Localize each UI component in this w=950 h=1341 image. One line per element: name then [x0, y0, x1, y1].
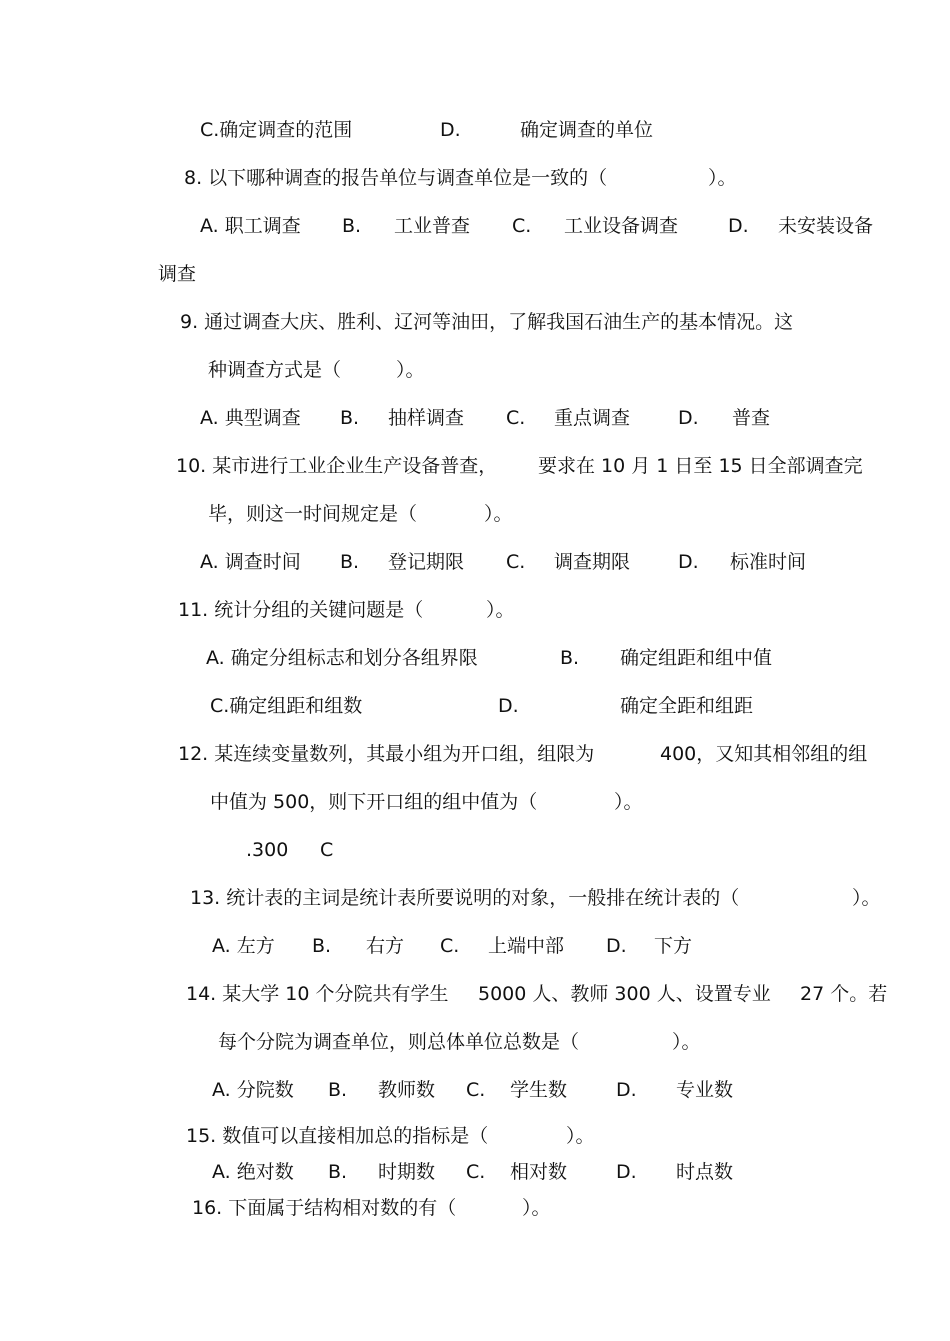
question-10-text-b: 要求在 10 月 1 日至 15 日全部调查完 — [538, 455, 863, 477]
option-c-marker: C. — [440, 935, 460, 957]
option-a: A. 职工调查 — [200, 215, 301, 237]
option-c-marker: C. — [466, 1161, 486, 1183]
option-fragment-value: .300 — [246, 839, 289, 861]
option-d: 时点数 — [676, 1161, 734, 1183]
option-a: A. 左方 — [212, 935, 275, 957]
option-d-marker: D. — [498, 695, 519, 717]
option-c-marker: C. — [506, 407, 526, 429]
option-d-marker: D. — [440, 119, 461, 141]
question-8-end: ）。 — [708, 167, 737, 189]
option-d-marker: D. — [728, 215, 749, 237]
option-d-marker: D. — [678, 551, 699, 573]
option-b: 时期数 — [378, 1161, 436, 1183]
option-b-marker: B. — [340, 551, 360, 573]
option-c: 工业设备调查 — [564, 215, 679, 237]
option-c: 学生数 — [510, 1079, 568, 1101]
question-9-end: ）。 — [396, 359, 425, 381]
question-12-end: ）。 — [614, 791, 643, 813]
question-14-text-cont: 每个分院为调查单位，则总体单位总数是（ — [218, 1031, 580, 1053]
option-d: 专业数 — [676, 1079, 734, 1101]
question-14-end: ）。 — [672, 1031, 701, 1053]
question-9-text-cont: 种调查方式是（ — [208, 359, 342, 381]
question-8-text: 8. 以下哪种调查的报告单位与调查单位是一致的（ — [184, 167, 608, 189]
question-13-text: 13. 统计表的主词是统计表所要说明的对象，一般排在统计表的（ — [190, 887, 740, 909]
option-c: 相对数 — [510, 1161, 568, 1183]
option-d: 标准时间 — [730, 551, 807, 573]
option-a: A. 调查时间 — [200, 551, 301, 573]
option-b: 工业普查 — [394, 215, 471, 237]
option-b-marker: B. — [340, 407, 360, 429]
option-b-marker: B. — [560, 647, 580, 669]
option-b: 登记期限 — [388, 551, 465, 573]
question-11-text: 11. 统计分组的关键问题是（ — [178, 599, 424, 621]
option-d-marker: D. — [616, 1161, 637, 1183]
option-b-marker: B. — [312, 935, 332, 957]
option-a: A. 绝对数 — [212, 1161, 294, 1183]
option-c: C.确定组距和组数 — [210, 695, 363, 717]
option-a: A. 分院数 — [212, 1079, 294, 1101]
option-c-marker: C. — [506, 551, 526, 573]
option-b: 确定组距和组中值 — [620, 647, 773, 669]
question-14-text-b: 5000 人、教师 300 人、设置专业 — [478, 983, 771, 1005]
option-fragment-marker: C — [320, 839, 334, 861]
question-14-text: 14. 某大学 10 个分院共有学生 — [186, 983, 449, 1005]
option-c-marker: C. — [512, 215, 532, 237]
option-c: 调查期限 — [554, 551, 631, 573]
option-d: 下方 — [654, 935, 693, 957]
question-16-text: 16. 下面属于结构相对数的有（ — [192, 1197, 457, 1219]
option-d: 未安装设备 — [778, 215, 874, 237]
option-d: 普查 — [732, 407, 771, 429]
option-c: 上端中部 — [488, 935, 565, 957]
question-15-end: ）。 — [566, 1125, 595, 1147]
option-d-text: 确定调查的单位 — [520, 119, 654, 141]
option-c-marker: C. — [466, 1079, 486, 1101]
question-11-end: ）。 — [486, 599, 515, 621]
option-a: A. 确定分组标志和划分各组界限 — [206, 647, 478, 669]
option-d-marker: D. — [678, 407, 699, 429]
option-d-wrap: 调查 — [158, 263, 197, 285]
option-c: 重点调查 — [554, 407, 631, 429]
option-b-marker: B. — [342, 215, 362, 237]
option-b: 右方 — [366, 935, 405, 957]
option-c-text: C.确定调查的范围 — [200, 119, 353, 141]
question-14-text-c: 27 个。若 — [800, 983, 888, 1005]
option-b-marker: B. — [328, 1161, 348, 1183]
question-10-end: ）。 — [484, 503, 513, 525]
option-b: 教师数 — [378, 1079, 436, 1101]
question-13-end: ）。 — [852, 887, 881, 909]
option-b: 抽样调查 — [388, 407, 465, 429]
question-15-text: 15. 数值可以直接相加总的指标是（ — [186, 1125, 489, 1147]
question-9-text: 9. 通过调查大庆、胜利、辽河等油田，了解我国石油生产的基本情况。这 — [180, 311, 794, 333]
option-d: 确定全距和组距 — [620, 695, 754, 717]
question-10-text-cont: 毕，则这一时间规定是（ — [208, 503, 418, 525]
question-12-text: 12. 某连续变量数列，其最小组为开口组，组限为 — [178, 743, 595, 765]
question-12-text-cont: 中值为 500，则下开口组的组中值为（ — [210, 791, 538, 813]
question-12-text-b: 400，又知其相邻组的组 — [660, 743, 868, 765]
option-d-marker: D. — [606, 935, 627, 957]
question-16-end: ）。 — [522, 1197, 551, 1219]
option-d-marker: D. — [616, 1079, 637, 1101]
question-10-text: 10. 某市进行工业企业生产设备普查， — [176, 455, 498, 477]
option-b-marker: B. — [328, 1079, 348, 1101]
option-a: A. 典型调查 — [200, 407, 301, 429]
